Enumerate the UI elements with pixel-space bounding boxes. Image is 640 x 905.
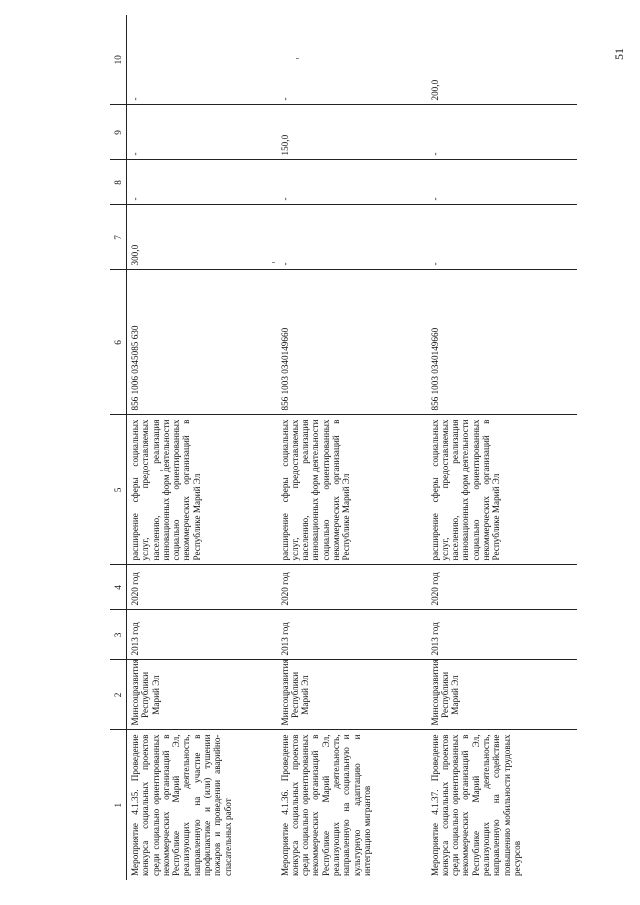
budget-code-cell: 856 1003 0340149660 <box>427 270 577 415</box>
value-cell-7: - <box>427 205 577 270</box>
start-year-cell: 2013 год <box>277 610 427 660</box>
result-cell: расширение сферы социальных услуг, предоставляемых населению, реализация инновационных форм деятельности социально ориентированных некоммерческих организаций в Республике Марий Эл <box>427 415 577 565</box>
value-cell-8: - <box>427 160 577 205</box>
result-cell: расширение сферы социальных услуг, предоставляемых населению, реализация инновационных форм деятельности социально ориентированных некоммерческих организаций в Республике Марий Эл <box>127 415 277 565</box>
column-header: 8 <box>110 160 127 205</box>
table-row <box>427 15 577 880</box>
budget-code-cell: 856 1003 0340149660 <box>277 270 427 415</box>
value-cell-7: - <box>277 205 427 270</box>
table-row <box>127 15 277 880</box>
column-header: 7 <box>110 205 127 270</box>
result-cell: расширение сферы социальных услуг, предоставляемых населению, реализация инновационных форм деятельности социально ориентированных некоммерческих организаций в Республике Марий Эл <box>277 415 427 565</box>
end-year-cell: 2020 год <box>127 565 277 610</box>
value-cell-10: - <box>277 15 427 105</box>
value-cell-9: 150,0 <box>277 105 427 160</box>
column-header: 4 <box>110 565 127 610</box>
column-header: 9 <box>110 105 127 160</box>
value-cell-8: - <box>277 160 427 205</box>
executor-cell: Минсоцразвития Республики Марий Эл <box>277 660 427 730</box>
value-cell-9: - <box>127 105 277 160</box>
column-header: 2 <box>110 660 127 730</box>
budget-code-cell: 856 1006 0345085 630 <box>127 270 277 415</box>
value-cell-10: 200,0 <box>427 15 577 105</box>
column-number-header <box>110 15 127 880</box>
column-header: 1 <box>110 730 127 880</box>
start-year-cell: 2013 год <box>427 610 577 660</box>
start-year-cell: 2013 год <box>127 610 277 660</box>
program-measures-table <box>110 15 577 880</box>
column-header: 10 <box>110 15 127 105</box>
measure-cell: Мероприятие 4.1.36. Проведение конкурса социальных проектов среди социально ориентированных некоммерческих организаций в Республике Марий Эл, реализующих деятельность, направленную на социальную и культурную адаптацию и интеграцию мигрантов <box>279 734 372 876</box>
value-cell-8: - <box>127 160 277 205</box>
column-header: 5 <box>110 415 127 565</box>
end-year-cell: 2020 год <box>277 565 427 610</box>
executor-cell: Минсоцразвития Республики Марий Эл <box>127 660 277 730</box>
column-header: 3 <box>110 610 127 660</box>
measure-cell: Мероприятие 4.1.37. Проведение конкурса социальных проектов среди социально ориентированных некоммерческих организаций в Республике Марий Эл, реализующих деятельность, направленную на содействие повышению мобильности трудовых ресурсов <box>429 734 522 876</box>
executor-cell: Минсоцразвития Республики Марий Эл <box>427 660 577 730</box>
table-row <box>277 15 427 880</box>
rotated-table-sheet <box>110 15 630 880</box>
value-cell-9: - <box>427 105 577 160</box>
page-number: 51 <box>612 48 626 60</box>
column-header: 6 <box>110 270 127 415</box>
value-cell-10: - <box>127 15 277 105</box>
end-year-cell: 2020 год <box>427 565 577 610</box>
measure-cell: Мероприятие 4.1.35. Проведение конкурса социальных проектов среди социально ориентированных некоммерческих организаций в Республике Марий Эл, реализующих деятельность, направленную на участие в профилактике и (или) тушении пожаров и проведении аварийно-спасательных работ <box>130 734 233 876</box>
value-cell-7: 300,0 <box>127 205 277 270</box>
